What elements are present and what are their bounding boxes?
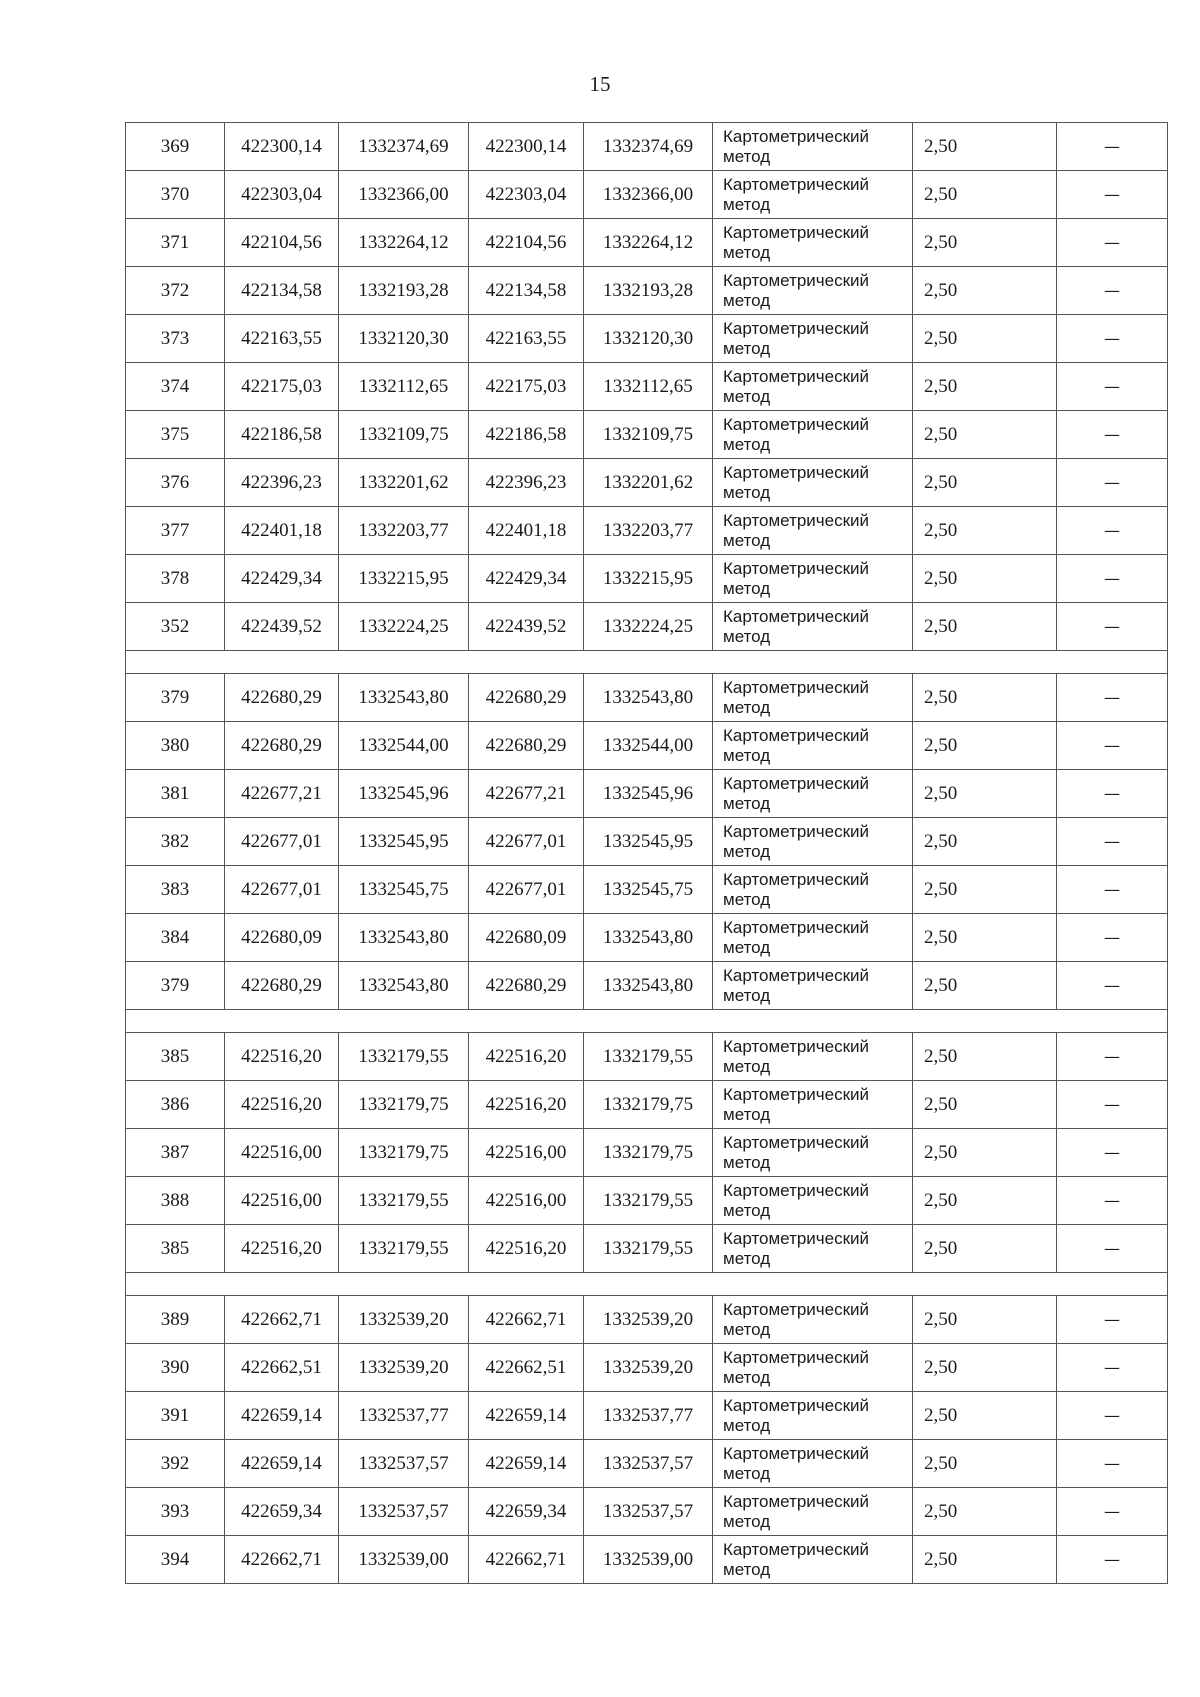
- method-cell: Картометрический метод: [713, 1440, 913, 1488]
- table-row: [126, 219, 1168, 267]
- table-row: [126, 818, 1168, 866]
- y-existing-cell: 1332539,20: [339, 1296, 469, 1344]
- x-refined-cell: 422429,34: [469, 555, 584, 603]
- note-dash-cell: —: [1057, 1344, 1168, 1392]
- coordinates-table-body: [126, 123, 1168, 1584]
- group-separator-row: [126, 1273, 1168, 1296]
- method-cell: Картометрический метод: [713, 219, 913, 267]
- x-existing-cell: 422677,01: [225, 866, 339, 914]
- x-refined-cell: 422163,55: [469, 315, 584, 363]
- y-refined-cell: 1332545,75: [584, 866, 713, 914]
- table-row: [126, 411, 1168, 459]
- method-cell: Картометрический метод: [713, 123, 913, 171]
- x-refined-cell: 422680,09: [469, 914, 584, 962]
- method-cell: Картометрический метод: [713, 818, 913, 866]
- point-number-cell: 385: [126, 1225, 225, 1273]
- y-refined-cell: 1332544,00: [584, 722, 713, 770]
- note-dash-cell: —: [1057, 267, 1168, 315]
- table-row: [126, 555, 1168, 603]
- method-cell: Картометрический метод: [713, 1392, 913, 1440]
- note-dash-cell: —: [1057, 459, 1168, 507]
- x-refined-cell: 422659,34: [469, 1488, 584, 1536]
- y-refined-cell: 1332545,95: [584, 818, 713, 866]
- table-row: [126, 459, 1168, 507]
- x-existing-cell: 422134,58: [225, 267, 339, 315]
- x-refined-cell: 422680,29: [469, 722, 584, 770]
- accuracy-cell: 2,50: [913, 818, 1057, 866]
- y-refined-cell: 1332179,55: [584, 1033, 713, 1081]
- note-dash-cell: —: [1057, 555, 1168, 603]
- y-refined-cell: 1332120,30: [584, 315, 713, 363]
- note-dash-cell: —: [1057, 603, 1168, 651]
- y-existing-cell: 1332179,55: [339, 1177, 469, 1225]
- method-cell: Картометрический метод: [713, 315, 913, 363]
- note-dash-cell: —: [1057, 123, 1168, 171]
- table-row: [126, 674, 1168, 722]
- y-existing-cell: 1332545,95: [339, 818, 469, 866]
- point-number-cell: 393: [126, 1488, 225, 1536]
- method-cell: Картометрический метод: [713, 507, 913, 555]
- accuracy-cell: 2,50: [913, 459, 1057, 507]
- x-existing-cell: 422439,52: [225, 603, 339, 651]
- table-row: [126, 603, 1168, 651]
- table-row: [126, 866, 1168, 914]
- y-refined-cell: 1332539,20: [584, 1344, 713, 1392]
- x-refined-cell: 422186,58: [469, 411, 584, 459]
- y-existing-cell: 1332179,75: [339, 1129, 469, 1177]
- table-row: [126, 315, 1168, 363]
- x-refined-cell: 422680,29: [469, 674, 584, 722]
- x-existing-cell: 422303,04: [225, 171, 339, 219]
- note-dash-cell: —: [1057, 1033, 1168, 1081]
- x-refined-cell: 422175,03: [469, 363, 584, 411]
- y-existing-cell: 1332544,00: [339, 722, 469, 770]
- table-row: [126, 1440, 1168, 1488]
- x-existing-cell: 422516,20: [225, 1081, 339, 1129]
- accuracy-cell: 2,50: [913, 315, 1057, 363]
- y-existing-cell: 1332179,75: [339, 1081, 469, 1129]
- x-refined-cell: 422396,23: [469, 459, 584, 507]
- method-cell: Картометрический метод: [713, 459, 913, 507]
- y-existing-cell: 1332543,80: [339, 674, 469, 722]
- table-row: [126, 171, 1168, 219]
- method-cell: Картометрический метод: [713, 267, 913, 315]
- x-existing-cell: 422396,23: [225, 459, 339, 507]
- note-dash-cell: —: [1057, 1129, 1168, 1177]
- x-existing-cell: 422680,09: [225, 914, 339, 962]
- x-refined-cell: 422300,14: [469, 123, 584, 171]
- method-cell: Картометрический метод: [713, 1536, 913, 1584]
- page-number: 15: [589, 72, 611, 96]
- x-existing-cell: 422104,56: [225, 219, 339, 267]
- table-row: [126, 1296, 1168, 1344]
- accuracy-cell: 2,50: [913, 171, 1057, 219]
- y-refined-cell: 1332193,28: [584, 267, 713, 315]
- x-existing-cell: 422662,71: [225, 1536, 339, 1584]
- y-refined-cell: 1332537,57: [584, 1488, 713, 1536]
- y-refined-cell: 1332539,00: [584, 1536, 713, 1584]
- x-existing-cell: 422175,03: [225, 363, 339, 411]
- accuracy-cell: 2,50: [913, 1129, 1057, 1177]
- table-row: [126, 1129, 1168, 1177]
- y-existing-cell: 1332193,28: [339, 267, 469, 315]
- y-refined-cell: 1332109,75: [584, 411, 713, 459]
- x-existing-cell: 422516,00: [225, 1177, 339, 1225]
- point-number-cell: 383: [126, 866, 225, 914]
- accuracy-cell: 2,50: [913, 1536, 1057, 1584]
- note-dash-cell: —: [1057, 962, 1168, 1010]
- point-number-cell: 352: [126, 603, 225, 651]
- y-existing-cell: 1332179,55: [339, 1033, 469, 1081]
- table-row: [126, 1081, 1168, 1129]
- y-existing-cell: 1332109,75: [339, 411, 469, 459]
- y-refined-cell: 1332201,62: [584, 459, 713, 507]
- y-refined-cell: 1332543,80: [584, 914, 713, 962]
- note-dash-cell: —: [1057, 219, 1168, 267]
- note-dash-cell: —: [1057, 1225, 1168, 1273]
- point-number-cell: 387: [126, 1129, 225, 1177]
- table-row: [126, 1488, 1168, 1536]
- y-existing-cell: 1332537,77: [339, 1392, 469, 1440]
- point-number-cell: 384: [126, 914, 225, 962]
- table-row: [126, 123, 1168, 171]
- method-cell: Картометрический метод: [713, 1081, 913, 1129]
- y-refined-cell: 1332179,55: [584, 1177, 713, 1225]
- table-row: [126, 770, 1168, 818]
- y-existing-cell: 1332539,20: [339, 1344, 469, 1392]
- point-number-cell: 370: [126, 171, 225, 219]
- table-row: [126, 363, 1168, 411]
- method-cell: Картометрический метод: [713, 962, 913, 1010]
- y-existing-cell: 1332537,57: [339, 1440, 469, 1488]
- note-dash-cell: —: [1057, 1081, 1168, 1129]
- note-dash-cell: —: [1057, 171, 1168, 219]
- note-dash-cell: —: [1057, 315, 1168, 363]
- point-number-cell: 385: [126, 1033, 225, 1081]
- point-number-cell: 382: [126, 818, 225, 866]
- y-existing-cell: 1332203,77: [339, 507, 469, 555]
- point-number-cell: 379: [126, 962, 225, 1010]
- table-row: [126, 914, 1168, 962]
- method-cell: Картометрический метод: [713, 1129, 913, 1177]
- y-existing-cell: 1332112,65: [339, 363, 469, 411]
- x-refined-cell: 422516,20: [469, 1081, 584, 1129]
- point-number-cell: 369: [126, 123, 225, 171]
- note-dash-cell: —: [1057, 770, 1168, 818]
- point-number-cell: 377: [126, 507, 225, 555]
- y-refined-cell: 1332537,77: [584, 1392, 713, 1440]
- method-cell: Картометрический метод: [713, 1296, 913, 1344]
- x-existing-cell: 422659,34: [225, 1488, 339, 1536]
- accuracy-cell: 2,50: [913, 1488, 1057, 1536]
- accuracy-cell: 2,50: [913, 603, 1057, 651]
- accuracy-cell: 2,50: [913, 363, 1057, 411]
- x-existing-cell: 422516,20: [225, 1033, 339, 1081]
- coordinates-table: [125, 122, 1168, 1584]
- y-refined-cell: 1332543,80: [584, 962, 713, 1010]
- point-number-cell: 378: [126, 555, 225, 603]
- x-refined-cell: 422677,21: [469, 770, 584, 818]
- point-number-cell: 389: [126, 1296, 225, 1344]
- x-refined-cell: 422134,58: [469, 267, 584, 315]
- table-row: [126, 1344, 1168, 1392]
- y-existing-cell: 1332366,00: [339, 171, 469, 219]
- group-separator-cell: [126, 1273, 1168, 1296]
- x-refined-cell: 422659,14: [469, 1440, 584, 1488]
- method-cell: Картометрический метод: [713, 1225, 913, 1273]
- x-existing-cell: 422186,58: [225, 411, 339, 459]
- accuracy-cell: 2,50: [913, 1392, 1057, 1440]
- point-number-cell: 392: [126, 1440, 225, 1488]
- x-refined-cell: 422516,20: [469, 1225, 584, 1273]
- x-refined-cell: 422659,14: [469, 1392, 584, 1440]
- y-existing-cell: 1332179,55: [339, 1225, 469, 1273]
- note-dash-cell: —: [1057, 1488, 1168, 1536]
- method-cell: Картометрический метод: [713, 171, 913, 219]
- x-refined-cell: 422104,56: [469, 219, 584, 267]
- note-dash-cell: —: [1057, 674, 1168, 722]
- accuracy-cell: 2,50: [913, 674, 1057, 722]
- group-separator-cell: [126, 1010, 1168, 1033]
- accuracy-cell: 2,50: [913, 722, 1057, 770]
- note-dash-cell: —: [1057, 1536, 1168, 1584]
- y-refined-cell: 1332224,25: [584, 603, 713, 651]
- y-existing-cell: 1332545,96: [339, 770, 469, 818]
- note-dash-cell: —: [1057, 363, 1168, 411]
- y-existing-cell: 1332264,12: [339, 219, 469, 267]
- y-refined-cell: 1332366,00: [584, 171, 713, 219]
- y-refined-cell: 1332545,96: [584, 770, 713, 818]
- x-refined-cell: 422662,71: [469, 1536, 584, 1584]
- accuracy-cell: 2,50: [913, 962, 1057, 1010]
- method-cell: Картометрический метод: [713, 770, 913, 818]
- table-row: [126, 1392, 1168, 1440]
- method-cell: Картометрический метод: [713, 363, 913, 411]
- point-number-cell: 374: [126, 363, 225, 411]
- x-refined-cell: 422662,71: [469, 1296, 584, 1344]
- x-existing-cell: 422659,14: [225, 1440, 339, 1488]
- note-dash-cell: —: [1057, 866, 1168, 914]
- point-number-cell: 388: [126, 1177, 225, 1225]
- note-dash-cell: —: [1057, 1177, 1168, 1225]
- x-refined-cell: 422677,01: [469, 866, 584, 914]
- method-cell: Картометрический метод: [713, 1344, 913, 1392]
- note-dash-cell: —: [1057, 722, 1168, 770]
- x-existing-cell: 422300,14: [225, 123, 339, 171]
- y-existing-cell: 1332120,30: [339, 315, 469, 363]
- y-refined-cell: 1332537,57: [584, 1440, 713, 1488]
- method-cell: Картометрический метод: [713, 1177, 913, 1225]
- x-refined-cell: 422439,52: [469, 603, 584, 651]
- point-number-cell: 381: [126, 770, 225, 818]
- y-refined-cell: 1332215,95: [584, 555, 713, 603]
- x-refined-cell: 422516,00: [469, 1177, 584, 1225]
- y-refined-cell: 1332374,69: [584, 123, 713, 171]
- table-row: [126, 1536, 1168, 1584]
- y-existing-cell: 1332543,80: [339, 962, 469, 1010]
- accuracy-cell: 2,50: [913, 555, 1057, 603]
- y-refined-cell: 1332264,12: [584, 219, 713, 267]
- table-row: [126, 722, 1168, 770]
- group-separator-row: [126, 651, 1168, 674]
- method-cell: Картометрический метод: [713, 674, 913, 722]
- x-existing-cell: 422680,29: [225, 674, 339, 722]
- accuracy-cell: 2,50: [913, 1081, 1057, 1129]
- point-number-cell: 371: [126, 219, 225, 267]
- y-existing-cell: 1332201,62: [339, 459, 469, 507]
- x-existing-cell: 422662,71: [225, 1296, 339, 1344]
- point-number-cell: 391: [126, 1392, 225, 1440]
- point-number-cell: 373: [126, 315, 225, 363]
- y-refined-cell: 1332179,75: [584, 1081, 713, 1129]
- y-existing-cell: 1332215,95: [339, 555, 469, 603]
- group-separator-row: [126, 1010, 1168, 1033]
- method-cell: Картометрический метод: [713, 603, 913, 651]
- x-refined-cell: 422401,18: [469, 507, 584, 555]
- x-existing-cell: 422163,55: [225, 315, 339, 363]
- x-existing-cell: 422677,01: [225, 818, 339, 866]
- y-refined-cell: 1332112,65: [584, 363, 713, 411]
- table-row: [126, 1177, 1168, 1225]
- method-cell: Картометрический метод: [713, 914, 913, 962]
- accuracy-cell: 2,50: [913, 1225, 1057, 1273]
- method-cell: Картометрический метод: [713, 722, 913, 770]
- accuracy-cell: 2,50: [913, 1296, 1057, 1344]
- point-number-cell: 372: [126, 267, 225, 315]
- point-number-cell: 376: [126, 459, 225, 507]
- x-existing-cell: 422516,20: [225, 1225, 339, 1273]
- note-dash-cell: —: [1057, 1440, 1168, 1488]
- x-refined-cell: 422303,04: [469, 171, 584, 219]
- method-cell: Картометрический метод: [713, 1488, 913, 1536]
- x-refined-cell: 422662,51: [469, 1344, 584, 1392]
- table-row: [126, 507, 1168, 555]
- y-existing-cell: 1332543,80: [339, 914, 469, 962]
- point-number-cell: 386: [126, 1081, 225, 1129]
- y-refined-cell: 1332203,77: [584, 507, 713, 555]
- y-refined-cell: 1332543,80: [584, 674, 713, 722]
- y-existing-cell: 1332374,69: [339, 123, 469, 171]
- point-number-cell: 379: [126, 674, 225, 722]
- x-existing-cell: 422429,34: [225, 555, 339, 603]
- x-existing-cell: 422401,18: [225, 507, 339, 555]
- x-refined-cell: 422677,01: [469, 818, 584, 866]
- x-existing-cell: 422680,29: [225, 722, 339, 770]
- method-cell: Картометрический метод: [713, 555, 913, 603]
- accuracy-cell: 2,50: [913, 267, 1057, 315]
- table-row: [126, 267, 1168, 315]
- accuracy-cell: 2,50: [913, 411, 1057, 459]
- point-number-cell: 380: [126, 722, 225, 770]
- table-row: [126, 962, 1168, 1010]
- note-dash-cell: —: [1057, 1296, 1168, 1344]
- accuracy-cell: 2,50: [913, 1177, 1057, 1225]
- method-cell: Картометрический метод: [713, 411, 913, 459]
- y-existing-cell: 1332537,57: [339, 1488, 469, 1536]
- x-existing-cell: 422659,14: [225, 1392, 339, 1440]
- accuracy-cell: 2,50: [913, 914, 1057, 962]
- y-existing-cell: 1332539,00: [339, 1536, 469, 1584]
- point-number-cell: 390: [126, 1344, 225, 1392]
- y-refined-cell: 1332179,75: [584, 1129, 713, 1177]
- y-refined-cell: 1332539,20: [584, 1296, 713, 1344]
- x-existing-cell: 422680,29: [225, 962, 339, 1010]
- accuracy-cell: 2,50: [913, 866, 1057, 914]
- group-separator-cell: [126, 651, 1168, 674]
- note-dash-cell: —: [1057, 507, 1168, 555]
- table-row: [126, 1225, 1168, 1273]
- accuracy-cell: 2,50: [913, 1033, 1057, 1081]
- x-refined-cell: 422516,20: [469, 1033, 584, 1081]
- x-existing-cell: 422662,51: [225, 1344, 339, 1392]
- x-existing-cell: 422677,21: [225, 770, 339, 818]
- y-existing-cell: 1332224,25: [339, 603, 469, 651]
- x-refined-cell: 422516,00: [469, 1129, 584, 1177]
- accuracy-cell: 2,50: [913, 219, 1057, 267]
- accuracy-cell: 2,50: [913, 1344, 1057, 1392]
- note-dash-cell: —: [1057, 411, 1168, 459]
- point-number-cell: 375: [126, 411, 225, 459]
- point-number-cell: 394: [126, 1536, 225, 1584]
- accuracy-cell: 2,50: [913, 123, 1057, 171]
- table-row: [126, 1033, 1168, 1081]
- method-cell: Картометрический метод: [713, 866, 913, 914]
- method-cell: Картометрический метод: [713, 1033, 913, 1081]
- accuracy-cell: 2,50: [913, 770, 1057, 818]
- accuracy-cell: 2,50: [913, 1440, 1057, 1488]
- y-existing-cell: 1332545,75: [339, 866, 469, 914]
- x-refined-cell: 422680,29: [469, 962, 584, 1010]
- note-dash-cell: —: [1057, 818, 1168, 866]
- note-dash-cell: —: [1057, 1392, 1168, 1440]
- note-dash-cell: —: [1057, 914, 1168, 962]
- x-existing-cell: 422516,00: [225, 1129, 339, 1177]
- accuracy-cell: 2,50: [913, 507, 1057, 555]
- y-refined-cell: 1332179,55: [584, 1225, 713, 1273]
